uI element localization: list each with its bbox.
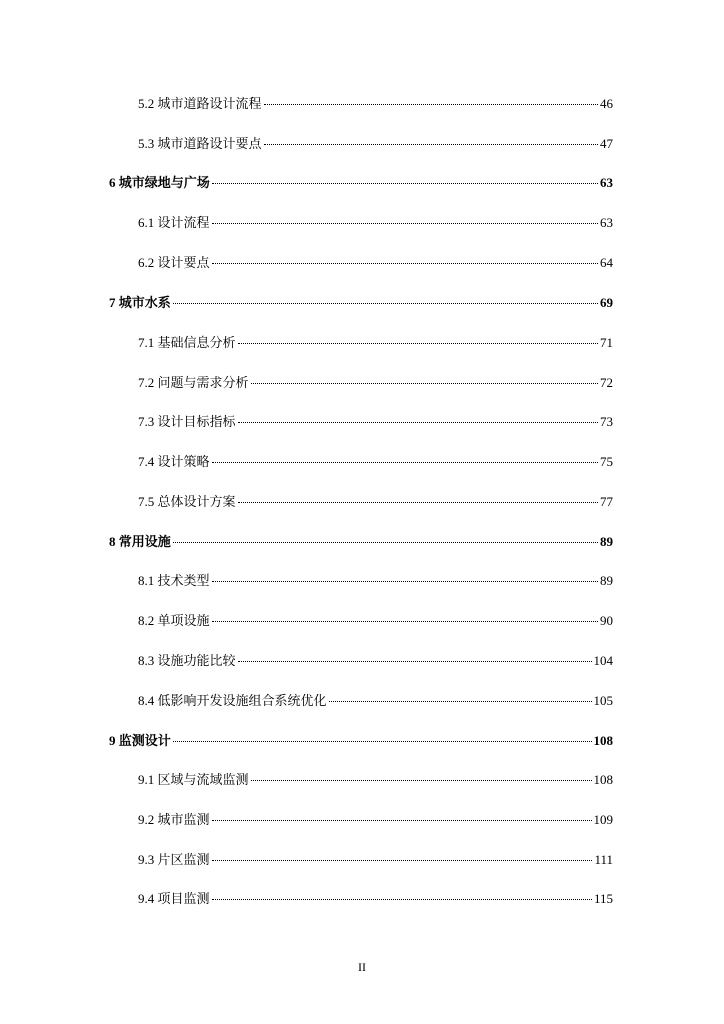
toc-entry-label: 7.2 问题与需求分析 — [138, 375, 249, 390]
dot-leader — [212, 860, 593, 861]
toc-entry-page: 111 — [594, 852, 613, 867]
toc-entry-label: 7.5 总体设计方案 — [138, 494, 236, 509]
dot-leader — [264, 144, 598, 145]
toc-entry-page: 72 — [600, 375, 613, 390]
toc-entry-label: 7 城市水系 — [109, 295, 171, 310]
toc-entry-6-1[interactable] — [138, 215, 613, 231]
dot-leader — [212, 183, 598, 184]
toc-entry-8-4[interactable] — [138, 693, 613, 709]
toc-entry-label: 5.3 城市道路设计要点 — [138, 136, 262, 151]
dot-leader — [329, 701, 592, 702]
toc-entry-page: 64 — [600, 255, 613, 270]
toc-entry-page: 115 — [593, 891, 613, 906]
toc-entry-label: 9.3 片区监测 — [138, 852, 210, 867]
toc-entry-label: 8.2 单项设施 — [138, 613, 210, 628]
dot-leader — [251, 780, 592, 781]
toc-entry-5-3[interactable] — [138, 136, 613, 152]
dot-leader — [212, 899, 592, 900]
toc-entry-7-1[interactable] — [138, 335, 613, 351]
dot-leader — [212, 263, 598, 264]
toc-entry-6[interactable] — [109, 175, 613, 191]
toc-entry-label: 5.2 城市道路设计流程 — [138, 96, 262, 111]
toc-entry-7[interactable] — [109, 295, 613, 311]
dot-leader — [173, 741, 592, 742]
toc-entry-label: 8 常用设施 — [109, 534, 171, 549]
toc-entry-page: 47 — [600, 136, 613, 151]
toc-entry-label: 6.2 设计要点 — [138, 255, 210, 270]
toc-entry-page: 90 — [600, 613, 613, 628]
toc-entry-6-2[interactable] — [138, 255, 613, 271]
dot-leader — [238, 422, 598, 423]
toc-entry-page: 104 — [593, 653, 613, 668]
toc-entry-page: 63 — [600, 215, 613, 230]
dot-leader — [212, 581, 598, 582]
dot-leader — [212, 223, 598, 224]
toc-entry-8[interactable] — [109, 534, 613, 550]
toc-entry-8-1[interactable] — [138, 573, 613, 589]
toc-entry-label: 8.4 低影响开发设施组合系统优化 — [138, 693, 327, 708]
toc-entry-label: 9.4 项目监测 — [138, 891, 210, 906]
dot-leader — [212, 820, 592, 821]
toc-entry-label: 7.1 基础信息分析 — [138, 335, 236, 350]
dot-leader — [238, 343, 598, 344]
dot-leader — [264, 104, 598, 105]
toc-entry-page: 46 — [600, 96, 613, 111]
toc-entry-9-1[interactable] — [138, 772, 613, 788]
toc-entry-9[interactable] — [109, 733, 613, 749]
dot-leader — [173, 542, 598, 543]
toc-entry-page: 108 — [593, 733, 613, 748]
dot-leader — [238, 661, 592, 662]
toc-entry-9-4[interactable] — [138, 891, 613, 907]
toc-entry-label: 7.3 设计目标指标 — [138, 414, 236, 429]
dot-leader — [251, 383, 598, 384]
toc-entry-label: 7.4 设计策略 — [138, 454, 210, 469]
toc-entry-7-4[interactable] — [138, 454, 613, 470]
toc-entry-page: 71 — [600, 335, 613, 350]
dot-leader — [173, 303, 598, 304]
toc-entry-page: 63 — [600, 175, 613, 190]
toc-entry-8-3[interactable] — [138, 653, 613, 669]
toc-entry-label: 9 监测设计 — [109, 733, 171, 748]
toc-entry-label: 6 城市绿地与广场 — [109, 175, 210, 190]
toc-entry-label: 9.1 区域与流域监测 — [138, 772, 249, 787]
toc-entry-page: 75 — [600, 454, 613, 469]
toc-entry-page: 89 — [600, 534, 613, 549]
toc-entry-9-3[interactable] — [138, 852, 613, 868]
toc-entry-7-3[interactable] — [138, 414, 613, 430]
dot-leader — [238, 502, 598, 503]
toc-entry-label: 8.3 设施功能比较 — [138, 653, 236, 668]
toc-entry-8-2[interactable] — [138, 613, 613, 629]
toc-entry-page: 105 — [593, 693, 613, 708]
page-number: II — [358, 960, 366, 974]
toc-entry-label: 8.1 技术类型 — [138, 573, 210, 588]
toc-entry-page: 73 — [600, 414, 613, 429]
toc-entry-7-2[interactable] — [138, 375, 613, 391]
dot-leader — [212, 621, 598, 622]
toc-entry-7-5[interactable] — [138, 494, 613, 510]
toc-entry-page: 69 — [600, 295, 613, 310]
toc-entry-9-2[interactable] — [138, 812, 613, 828]
toc-entry-5-2[interactable] — [138, 96, 613, 112]
toc-entry-label: 9.2 城市监测 — [138, 812, 210, 827]
dot-leader — [212, 462, 598, 463]
toc-entry-page: 89 — [600, 573, 613, 588]
toc-entry-page: 109 — [593, 812, 613, 827]
toc-entry-page: 77 — [600, 494, 613, 509]
toc-entry-label: 6.1 设计流程 — [138, 215, 210, 230]
toc-entry-page: 108 — [593, 772, 613, 787]
